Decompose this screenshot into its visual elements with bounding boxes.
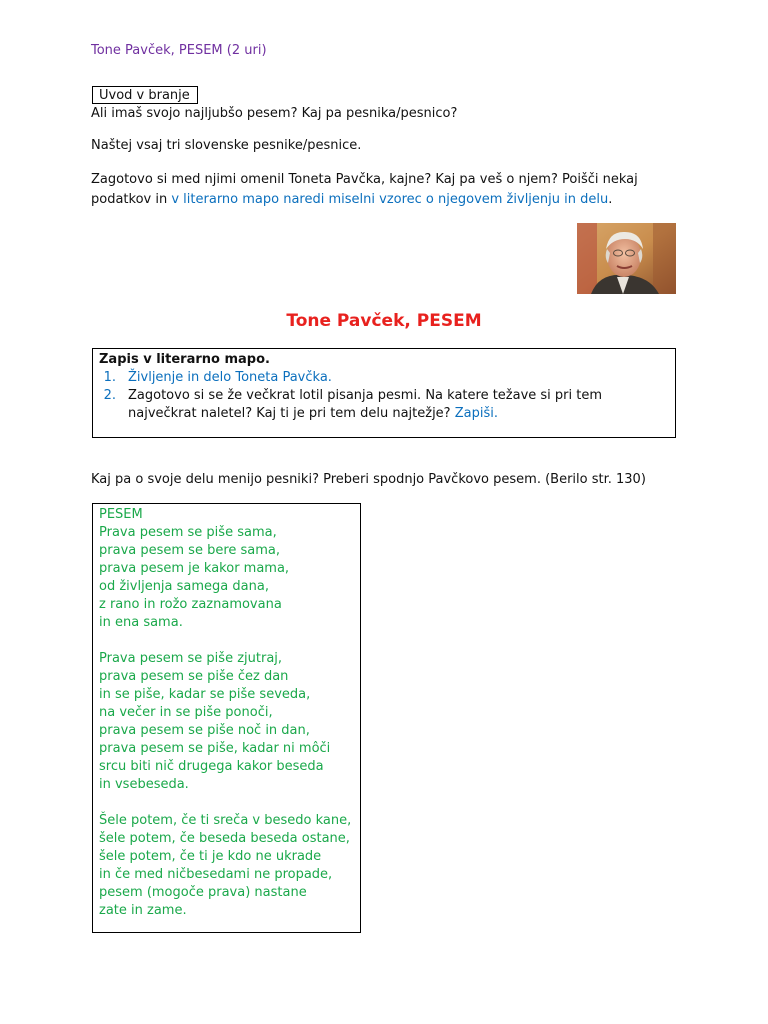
- poem-line: Prava pesem se piše sama,: [99, 525, 277, 540]
- question-pavcek: [91, 170, 691, 210]
- poem-stanza: [99, 650, 354, 794]
- poem-line: in vsebeseda.: [99, 777, 189, 792]
- poem-stanza: [99, 524, 354, 632]
- mind-map-instruction: v literarno mapo naredi miselni vzorec o njegovem življenju in delu: [171, 192, 609, 207]
- poem-line: zate in zame.: [99, 903, 187, 918]
- poem-line: šele potem, če ti je kdo ne ukrade: [99, 849, 322, 864]
- task-number: 2.: [103, 388, 116, 403]
- poem-title: PESEM: [99, 507, 143, 522]
- poem-line: od življenja samega dana,: [99, 579, 269, 594]
- task-item: [99, 387, 669, 423]
- poem-line: prava pesem se piše noč in dan,: [99, 723, 310, 738]
- poem-line: prava pesem se bere sama,: [99, 543, 281, 558]
- poem-line: šele potem, če beseda beseda ostane,: [99, 831, 350, 846]
- literary-folder-task-box: [92, 348, 676, 438]
- poem-line: Prava pesem se piše zjutraj,: [99, 651, 283, 666]
- poem-line: na večer in se piše ponoči,: [99, 705, 273, 720]
- poem-line: prava pesem je kakor mama,: [99, 561, 290, 576]
- task-box-heading: Zapis v literarno mapo.: [99, 352, 270, 367]
- question-list-poets: Naštej vsaj tri slovenske pesnike/pesnice.: [91, 138, 362, 153]
- poem-line: z rano in rožo zaznamovana: [99, 597, 282, 612]
- poem-line: srcu biti nič drugega kakor beseda: [99, 759, 324, 774]
- poem-line: in če med ničbesedami ne propade,: [99, 867, 333, 882]
- task-write-instruction: Zapiši.: [454, 406, 498, 421]
- question-pavcek-line2: podatkov in: [91, 192, 172, 207]
- portrait-image: [577, 223, 676, 294]
- poem-line: Šele potem, če ti sreča v besedo kane,: [99, 813, 352, 828]
- task-text: Zagotovo si se že večkrat lotil pisanja pesmi. Na katere težave si pri tem največkrat naletel? Kaj ti je pri tem delu najtežje?: [128, 388, 603, 421]
- poem-lead-text: Kaj pa o svoje delu menijo pesniki? Preberi spodnjo Pavčkovo pesem. (Berilo str. 130): [91, 472, 646, 487]
- task-text: Življenje in delo Toneta Pavčka.: [128, 370, 332, 385]
- task-number: 1.: [103, 370, 116, 385]
- sentence-end: .: [608, 192, 613, 207]
- poem-line: in se piše, kadar se piše seveda,: [99, 687, 311, 702]
- question-favorite-poem: Ali imaš svojo najljubšo pesem? Kaj pa pesnika/pesnico?: [91, 106, 458, 121]
- question-pavcek-line1: Zagotovo si med njimi omenil Toneta Pavčka, kajne? Kaj pa veš o njem? Poišči nekaj: [91, 172, 638, 187]
- poem-line: prava pesem se piše čez dan: [99, 669, 289, 684]
- page-title: Tone Pavček, PESEM: [286, 311, 482, 331]
- tone-pavcek-photo: [577, 223, 676, 294]
- poem-stanza: [99, 812, 354, 920]
- task-item: [99, 369, 669, 387]
- poem-line: pesem (mogoče prava) nastane: [99, 885, 307, 900]
- poem-line: prava pesem se piše, kadar ni môči: [99, 741, 331, 756]
- poem-line: in ena sama.: [99, 615, 183, 630]
- intro-label-box: Uvod v branje: [92, 86, 198, 104]
- poem-box: [92, 503, 361, 933]
- document-header: Tone Pavček, PESEM (2 uri): [91, 43, 267, 58]
